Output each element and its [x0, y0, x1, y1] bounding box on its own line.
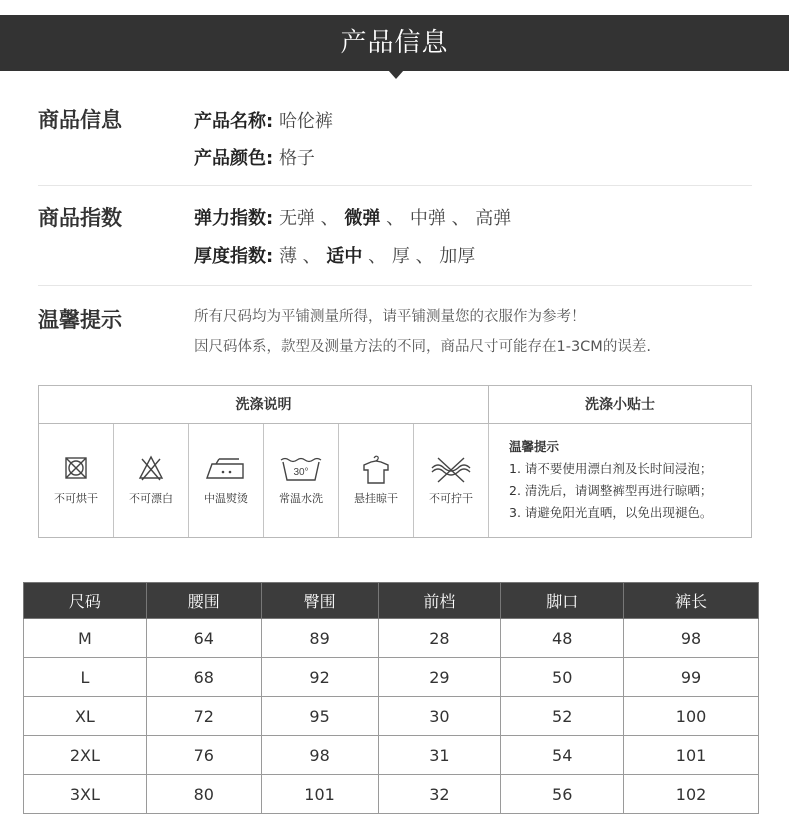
product-info-label: 商品信息 [38, 108, 122, 132]
table-cell: 31 [378, 736, 501, 775]
wash-instructions-title: 洗涤说明 [39, 386, 489, 424]
table-row [24, 736, 759, 775]
notice-label: 温馨提示 [38, 308, 122, 332]
table-cell: L [24, 658, 147, 697]
column-header: 腰围 [146, 583, 261, 619]
table-cell: 32 [378, 775, 501, 814]
table-cell: 54 [501, 736, 624, 775]
wash-30-icon [278, 454, 324, 486]
care-icon-cell [189, 424, 264, 537]
table-cell: 99 [624, 658, 759, 697]
table-row [24, 658, 759, 697]
table-cell: 92 [261, 658, 378, 697]
table-cell: 101 [624, 736, 759, 775]
table-cell: 102 [624, 775, 759, 814]
option-separator: 、 [409, 246, 440, 267]
table-cell: 48 [501, 619, 624, 658]
divider [38, 185, 752, 186]
table-cell: 98 [624, 619, 759, 658]
table-cell: 29 [378, 658, 501, 697]
size-table-header-row [24, 583, 759, 619]
table-cell: 68 [146, 658, 261, 697]
table-cell: 101 [261, 775, 378, 814]
index-option: 无弹 [278, 208, 315, 229]
wash-tip: 3. 请避免阳光直晒，以免出现褪色。 [509, 505, 713, 520]
table-cell: 2XL [24, 736, 147, 775]
option-separator: 、 [296, 246, 327, 267]
indices-label: 商品指数 [38, 206, 122, 230]
wash-tips-heading: 温馨提示 [509, 439, 560, 454]
header-bar [0, 15, 789, 71]
care-icon-cell [339, 424, 414, 537]
table-cell: 64 [146, 619, 261, 658]
care-icon-label: 不可烘干 [54, 492, 98, 505]
notice-line-1: 所有尺码均为平铺测量所得，请平铺测量您的衣服作为参考！ [194, 309, 586, 325]
table-cell: XL [24, 697, 147, 736]
wash-tip: 2. 清洗后，请调整裤型再进行晾晒； [509, 483, 713, 498]
table-cell: 56 [501, 775, 624, 814]
index-option: 微弹 [344, 208, 381, 229]
table-cell: 95 [261, 697, 378, 736]
table-cell: 28 [378, 619, 501, 658]
table-cell: 50 [501, 658, 624, 697]
table-cell: M [24, 619, 147, 658]
option-separator: 、 [314, 208, 345, 229]
care-icon-cell [39, 424, 114, 537]
product-color-value: 格子 [278, 148, 315, 169]
wash-tips [509, 436, 712, 524]
table-row [24, 697, 759, 736]
no-wring-icon [428, 454, 474, 486]
product-name-key: 产品名称: [194, 111, 274, 132]
elastic-key: 弹力指数: [194, 208, 274, 229]
care-instructions-box [38, 385, 752, 538]
table-cell: 76 [146, 736, 261, 775]
index-option: 高弹 [475, 208, 512, 229]
column-header: 前档 [378, 583, 501, 619]
header-notch [388, 70, 404, 79]
table-cell: 30 [378, 697, 501, 736]
option-separator: 、 [362, 246, 392, 267]
column-header: 脚口 [501, 583, 624, 619]
product-name-value: 哈伦裤 [278, 111, 333, 132]
column-header: 裤长 [624, 583, 759, 619]
no-bleach-icon [128, 454, 174, 486]
care-icon-cell [414, 424, 489, 537]
index-option: 薄 [278, 246, 297, 267]
no-tumble-dry-icon [53, 454, 99, 486]
table-cell: 3XL [24, 775, 147, 814]
wash-tip: 1. 请不要使用漂白剂及长时间浸泡； [509, 461, 713, 476]
column-header: 臀围 [261, 583, 378, 619]
divider [38, 285, 752, 286]
table-cell: 72 [146, 697, 261, 736]
wash-tips-title: 洗涤小贴士 [489, 386, 751, 424]
care-icon-label: 不可漂白 [129, 492, 173, 505]
iron-medium-icon [203, 454, 249, 486]
option-separator: 、 [445, 208, 476, 229]
option-separator: 、 [380, 208, 410, 229]
thickness-key: 厚度指数: [194, 246, 274, 267]
table-cell: 100 [624, 697, 759, 736]
column-header: 尺码 [24, 583, 147, 619]
care-icon-cell [114, 424, 189, 537]
care-icon-label: 不可拧干 [429, 492, 473, 505]
index-option: 中弹 [409, 208, 446, 229]
table-row [24, 775, 759, 814]
hang-dry-icon [353, 454, 399, 486]
care-icon-cell [264, 424, 339, 537]
wash-temperature: 30° [293, 467, 309, 478]
thickness-row [194, 242, 475, 268]
product-color-row [194, 144, 315, 170]
index-option: 厚 [391, 246, 410, 267]
size-table [23, 582, 759, 814]
table-cell: 98 [261, 736, 378, 775]
product-name-row [194, 107, 333, 133]
index-option: 适中 [326, 246, 363, 267]
elastic-row [194, 204, 511, 230]
index-option: 加厚 [439, 246, 476, 267]
page-title: 产品信息 [340, 28, 449, 58]
elastic-options [279, 208, 511, 229]
product-color-key: 产品颜色: [194, 148, 274, 169]
table-cell: 52 [501, 697, 624, 736]
care-icon-label: 悬挂晾干 [354, 492, 398, 505]
care-icon-label: 中温熨烫 [204, 492, 248, 505]
table-cell: 80 [146, 775, 261, 814]
table-row [24, 619, 759, 658]
notice-line-2: 因尺码体系，款型及测量方法的不同，商品尺寸可能存在1-3CM的误差. [194, 339, 651, 355]
table-cell: 89 [261, 619, 378, 658]
care-icon-label: 常温水洗 [279, 492, 323, 505]
thickness-options [279, 246, 475, 267]
